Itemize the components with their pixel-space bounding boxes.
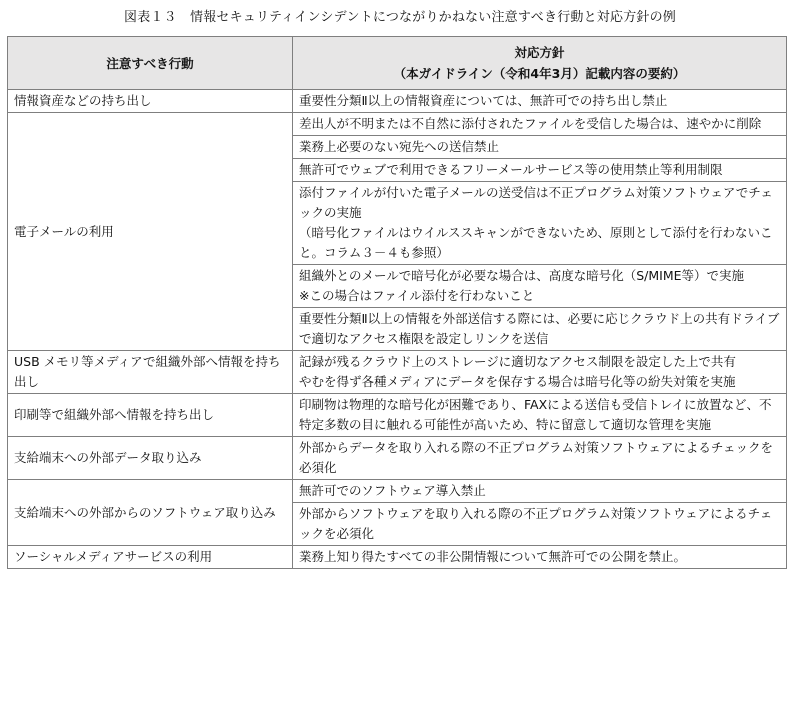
policy-cell: 業務上必要のない宛先への送信禁止: [293, 136, 787, 159]
action-cell: USB メモリ等メディアで組織外部へ情報を持ち出し: [8, 351, 293, 394]
table-row: [8, 480, 787, 503]
policy-cell: [293, 182, 787, 265]
policy-text: 添付ファイルが付いた電子メールの送受信は不正プログラム対策ソフトウェアでチェックの実施: [299, 185, 773, 220]
action-cell: 印刷等で組織外部へ情報を持ち出し: [8, 394, 293, 437]
policy-cell: 外部からデータを取り入れる際の不正プログラム対策ソフトウェアによるチェックを必須化: [293, 437, 787, 480]
policy-cell: 重要性分類Ⅱ以上の情報を外部送信する際には、必要に応じクラウド上の共有ドライブで適切なアクセス権限を設定しリンクを送信: [293, 308, 787, 351]
table-row: [8, 394, 787, 437]
header-policy-line2: （本ガイドライン（令和4年3月）記載内容の要約）: [393, 66, 686, 81]
policy-cell: 無許可でのソフトウェア導入禁止: [293, 480, 787, 503]
policy-note: （暗号化ファイルはウイルススキャンができないため、原則として添付を行わないこと。コラム３－４も参照）: [299, 225, 773, 260]
policy-cell: 差出人が不明または不自然に添付されたファイルを受信した場合は、速やかに削除: [293, 113, 787, 136]
header-policy: [293, 37, 787, 90]
table-row: [8, 546, 787, 569]
header-action: 注意すべき行動: [8, 37, 293, 90]
policy-note: ※この場合はファイル添付を行わないこと: [299, 288, 535, 303]
action-cell: ソーシャルメディアサービスの利用: [8, 546, 293, 569]
table-row: [8, 90, 787, 113]
table-row: [8, 113, 787, 136]
figure-title: 図表１３ 情報セキュリティインシデントにつながりかねない注意すべき行動と対応方針の例: [124, 10, 676, 25]
policy-cell: [293, 265, 787, 308]
table-row: [8, 351, 787, 394]
policy-cell: 業務上知り得たすべての非公開情報について無許可での公開を禁止。: [293, 546, 787, 569]
policy-cell: 印刷物は物理的な暗号化が困難であり、FAXによる送信も受信トレイに放置など、不特定多数の目に触れる可能性が高いため、特に留意して適切な管理を実施: [293, 394, 787, 437]
action-cell: 支給端末への外部からのソフトウェア取り込み: [8, 480, 293, 546]
policy-cell: 外部からソフトウェアを取り入れる際の不正プログラム対策ソフトウェアによるチェックを必須化: [293, 503, 787, 546]
policy-text: 記録が残るクラウド上のストレージに適切なアクセス制限を設定した上で共有: [299, 354, 736, 369]
policy-cell: 重要性分類Ⅱ以上の情報資産については、無許可での持ち出し禁止: [293, 90, 787, 113]
action-cell: 支給端末への外部データ取り込み: [8, 437, 293, 480]
action-cell: 情報資産などの持ち出し: [8, 90, 293, 113]
policy-text: 組織外とのメールで暗号化が必要な場合は、高度な暗号化（S/MIME等）で実施: [299, 268, 745, 283]
policy-text: やむを得ず各種メディアにデータを保存する場合は暗号化等の紛失対策を実施: [299, 374, 736, 389]
action-cell: 電子メールの利用: [8, 113, 293, 351]
header-policy-line1: 対応方針: [514, 45, 565, 60]
table-row: [8, 437, 787, 480]
header-row: [8, 37, 787, 90]
policy-cell: 無許可でウェブで利用できるフリーメールサービス等の使用禁止等利用制限: [293, 159, 787, 182]
policy-table: [7, 36, 787, 569]
policy-cell: [293, 351, 787, 394]
